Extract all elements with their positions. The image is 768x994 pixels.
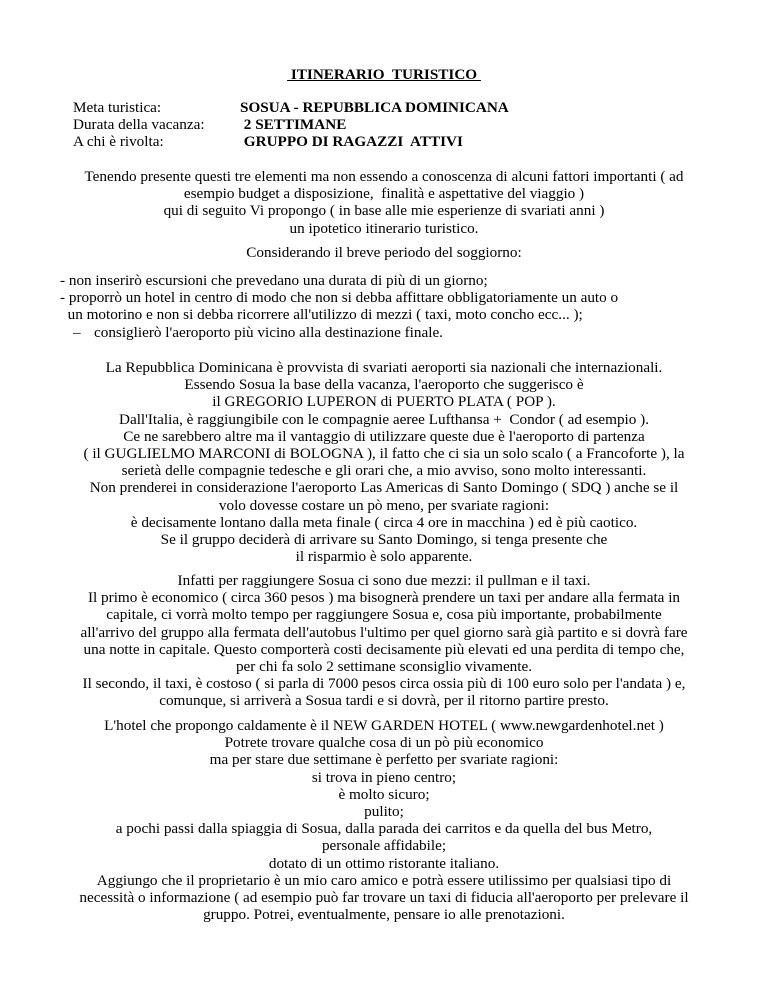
text-line: volo dovesse costare un pò meno, per svariate ragioni:: [218, 496, 550, 514]
text-line: per chi fa solo 2 settimane sconsiglio vivamente.: [235, 658, 533, 676]
text-line: Ce ne sarebbero altre ma il vantaggio di utilizzare queste due è l'aeroporto di partenza: [123, 427, 645, 445]
meta-label: A chi è rivolta:: [73, 133, 164, 151]
text-line: è molto sicuro;: [338, 785, 430, 803]
text-line: esempio budget a disposizione, finalità e aspettative del viaggio ): [183, 185, 585, 203]
transport-paragraph: [0, 572, 768, 710]
text-line: Il primo è economico ( circa 360 pesos ) ma bisognerà prendere un taxi per andare alla fermata in: [87, 589, 681, 607]
meta-row-duration: [73, 116, 509, 133]
text-line: qui di seguito Vi propongo ( in base alle mie esperienze di svariati anni ): [163, 202, 605, 220]
text-line: Non prenderei in considerazione l'aeroporto Las Americas di Santo Domingo ( SDQ ) anche se il: [89, 479, 679, 497]
text-line: gruppo. Potrei, eventualmente, pensare io alle prenotazioni.: [203, 906, 565, 924]
text-line: capitale, ci vorrà molto tempo per raggiungere Sosua e, cosa più importante, probabilmente: [106, 606, 662, 624]
meta-label: Durata della vacanza:: [73, 116, 205, 134]
meta-row-audience: [73, 133, 509, 150]
trip-summary: [73, 99, 509, 151]
text-line: Potrete trovare qualche cosa di un pò più economico: [224, 734, 544, 752]
meta-value: 2 SETTIMANE: [240, 116, 347, 134]
text-line: comunque, si arriverà a Sosua tardi e si dovrà, per il ritorno partire presto.: [159, 692, 609, 710]
text-line: Considerando il breve periodo del soggiorno:: [246, 244, 522, 261]
text-line: una notte in capitale. Questo comporterà costi decisamente più elevati ed una perdita di tempo che,: [83, 640, 685, 658]
list-item-text: consiglierò l'aeroporto più vicino alla destinazione finale.: [94, 323, 443, 341]
text-line: ( il GUGLIELMO MARCONI di BOLOGNA ), il fatto che ci sia un solo scalo ( a Francoforte ), la: [83, 445, 685, 463]
text-line: ma per stare due settimane è perfetto per svariate ragioni:: [209, 751, 559, 769]
text-line: Essendo Sosua la base della vacanza, l'aeroporto che suggerisco è: [184, 376, 584, 394]
text-line: a pochi passi dalla spiaggia di Sosua, dalla parada dei carritos e da quella del bus Metro,: [115, 820, 653, 838]
text-line: Infatti per raggiungere Sosua ci sono due mezzi: il pullman e il taxi.: [177, 572, 591, 589]
text-line: pulito;: [364, 803, 404, 821]
text-line: Se il gruppo deciderà di arrivare su Santo Domingo, si tenga presente che: [160, 531, 608, 549]
text-line: Tenendo presente questi tre elementi ma non essendo a conoscenza di alcuni fattori importanti ( ad: [84, 168, 684, 185]
list-item: un motorino e non si debba ricorrere all'utilizzo di mezzi ( taxi, moto concho ecc... );: [60, 306, 583, 324]
text-line: si trova in pieno centro;: [311, 768, 457, 786]
meta-value: SOSUA - REPUBBLICA DOMINICANA: [240, 99, 509, 116]
text-line: L'hotel che propongo caldamente è il NEW GARDEN HOTEL ( www.newgardenhotel.net ): [104, 717, 664, 734]
text-line: La Repubblica Dominicana è provvista di svariati aeroporti sia nazionali che internazionali.: [105, 359, 663, 376]
text-line: Il secondo, il taxi, è costoso ( si parla di 7000 pesos circa ossia più di 100 euro solo per l'andata ) e,: [82, 675, 686, 693]
meta-row-destination: [73, 99, 509, 116]
text-line: all'arrivo del gruppo alla fermata dell'autobus l'ultimo per quel giorno sarà già partito e si dovrà fare: [80, 623, 688, 641]
list-item: [60, 324, 618, 341]
text-line: Aggiungo che il proprietario è un mio caro amico e potrà essere utilissimo per qualsiasi tipo di: [96, 871, 672, 889]
airports-paragraph: [0, 359, 768, 565]
hotel-paragraph: [0, 717, 768, 923]
text-line: un ipotetico itinerario turistico.: [289, 219, 479, 237]
text-line: dotato di un ottimo ristorante italiano.: [268, 854, 500, 872]
text-line: il GREGORIO LUPERON di PUERTO PLATA ( POP ).: [212, 393, 556, 411]
bullet-list: [60, 272, 618, 341]
meta-label: Meta turistica:: [73, 99, 162, 116]
dash-bullet-mark: –: [73, 323, 81, 341]
text-line: personale affidabile;: [321, 837, 447, 855]
text-line: necessità o informazione ( ad esempio può far trovare un taxi di fiducia all'aeroporto per prelevare il: [79, 889, 689, 907]
text-line: Dall'Italia, è raggiungibile con le compagnie aeree Lufthansa + Condor ( ad esempio ).: [118, 410, 649, 428]
text-line: serietà delle compagnie tedesche e gli orari che, a mio avviso, sono molto interessanti.: [121, 462, 647, 480]
document-title: ITINERARIO TURISTICO: [287, 66, 481, 83]
text-line: è decisamente lontano dalla meta finale ( circa 4 ore in macchina ) ed è più caotico.: [130, 513, 638, 531]
intro-paragraph: [0, 168, 768, 237]
text-line: il risparmio è solo apparente.: [295, 548, 473, 566]
list-item: - proporrò un hotel in centro di modo che non si debba affittare obbligatoriamente un auto o: [60, 289, 619, 307]
considering-line: [0, 244, 768, 261]
list-item: - non inserirò escursioni che prevedano una durata di più di un giorno;: [60, 272, 488, 289]
meta-value: GRUPPO DI RAGAZZI ATTIVI: [240, 133, 463, 151]
